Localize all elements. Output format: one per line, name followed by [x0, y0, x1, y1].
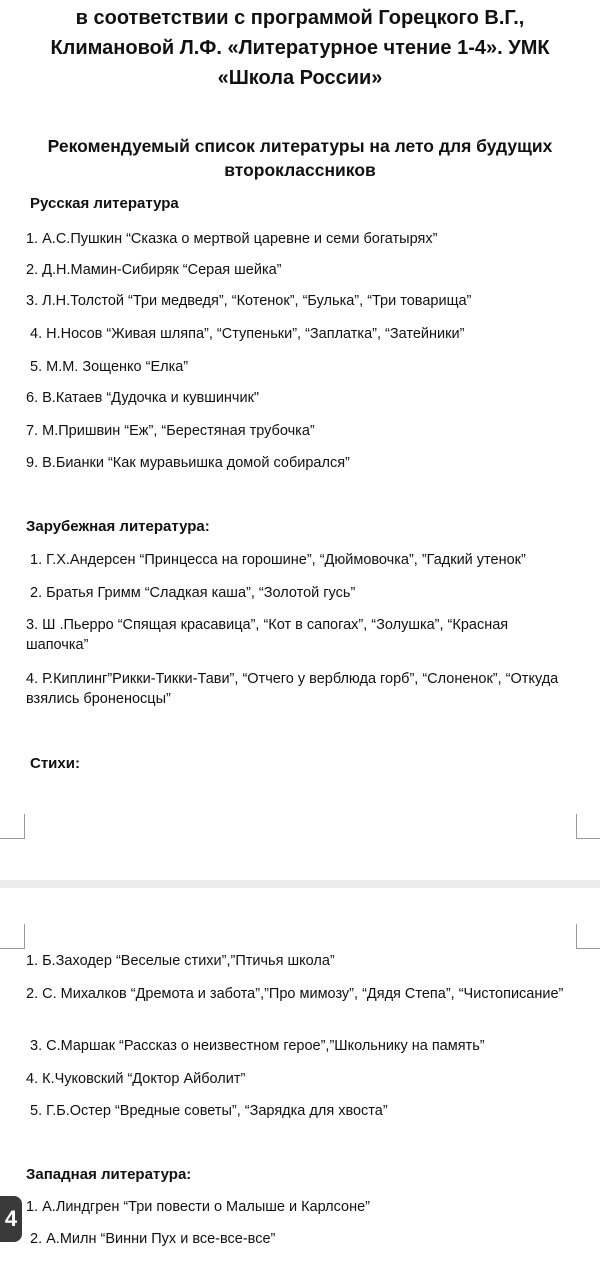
list-item: 5. Г.Б.Остер “Вредные советы”, “Зарядка для хвоста” — [30, 1103, 388, 1119]
page-corner-mark — [0, 814, 25, 839]
page-corner-mark — [576, 924, 600, 949]
list-item: 2. С. Михалков “Дремота и забота”,”Про мимозу”, “Дядя Степа”, “Чистописание” — [26, 986, 564, 1002]
list-item: 1. А.С.Пушкин “Сказка о мертвой царевне и семи богатырях” — [26, 231, 438, 247]
list-item: 4. К.Чуковский “Доктор Айболит” — [26, 1071, 246, 1087]
list-item: 7. М.Пришвин “Еж”, “Берестяная трубочка” — [26, 423, 315, 439]
section-heading-foreign: Зарубежная литература: — [26, 518, 210, 535]
subtitle-line-2: второклассников — [224, 160, 376, 180]
list-item: 4. Р.Киплинг”Рикки-Тикки-Тави”, “Отчего у верблюда горб”, “Слоненок”, “Откуда взялись броненосцы” — [26, 671, 559, 707]
list-item: 2. Д.Н.Мамин-Сибиряк “Серая шейка” — [26, 262, 282, 278]
list-item: 2. Братья Гримм “Сладкая каша”, “Золотой гусь” — [30, 585, 356, 601]
list-item: 3. Ш .Пьерро “Спящая красавица”, “Кот в сапогах”, “Золушка”, “Красная шапочка” — [26, 617, 509, 653]
section-heading-western: Западная литература: — [26, 1166, 192, 1183]
page-number-indicator[interactable]: 4 — [0, 1196, 22, 1242]
subtitle-line-1: Рекомендуемый список литературы на лето для будущих — [47, 136, 553, 156]
list-item: 1. Г.Х.Андерсен “Принцесса на горошине”, “Дюймовочка”, ”Гадкий утенок” — [30, 552, 526, 568]
page-corner-mark — [0, 924, 25, 949]
page-separator — [0, 880, 600, 888]
section-heading-poems: Стихи: — [30, 755, 80, 772]
header-line-3: «Школа России» — [217, 67, 383, 89]
list-item: 3. С.Маршак “Рассказ о неизвестном герое”,”Школьнику на память” — [30, 1038, 485, 1054]
list-item: 3. Л.Н.Толстой “Три медведя”, “Котенок”, “Булька”, “Три товарища” — [26, 293, 472, 309]
list-item: 1. Б.Заходер “Веселые стихи”,”Птичья школа” — [26, 953, 335, 969]
list-item: 1. А.Линдгрен “Три повести о Малыше и Карлсоне” — [26, 1199, 371, 1215]
list-item: 2. А.Милн “Винни Пух и все-все-все” — [30, 1231, 276, 1247]
header-line-1: в соответствии с программой Горецкого В.Г., — [75, 7, 525, 29]
page-corner-mark — [576, 814, 600, 839]
header-line-2: Климановой Л.Ф. «Литературное чтение 1-4». УМК — [50, 37, 550, 59]
list-item: 5. М.М. Зощенко “Елка” — [30, 359, 189, 375]
list-item: 6. В.Катаев “Дудочка и кувшинчик" — [26, 390, 260, 406]
list-item: 9. В.Бианки “Как муравьишка домой собирался” — [26, 455, 350, 471]
section-heading-russian: Русская литература — [30, 195, 179, 212]
list-item: 4. Н.Носов “Живая шляпа”, “Ступеньки”, “Заплатка”, “Затейники” — [30, 326, 465, 342]
